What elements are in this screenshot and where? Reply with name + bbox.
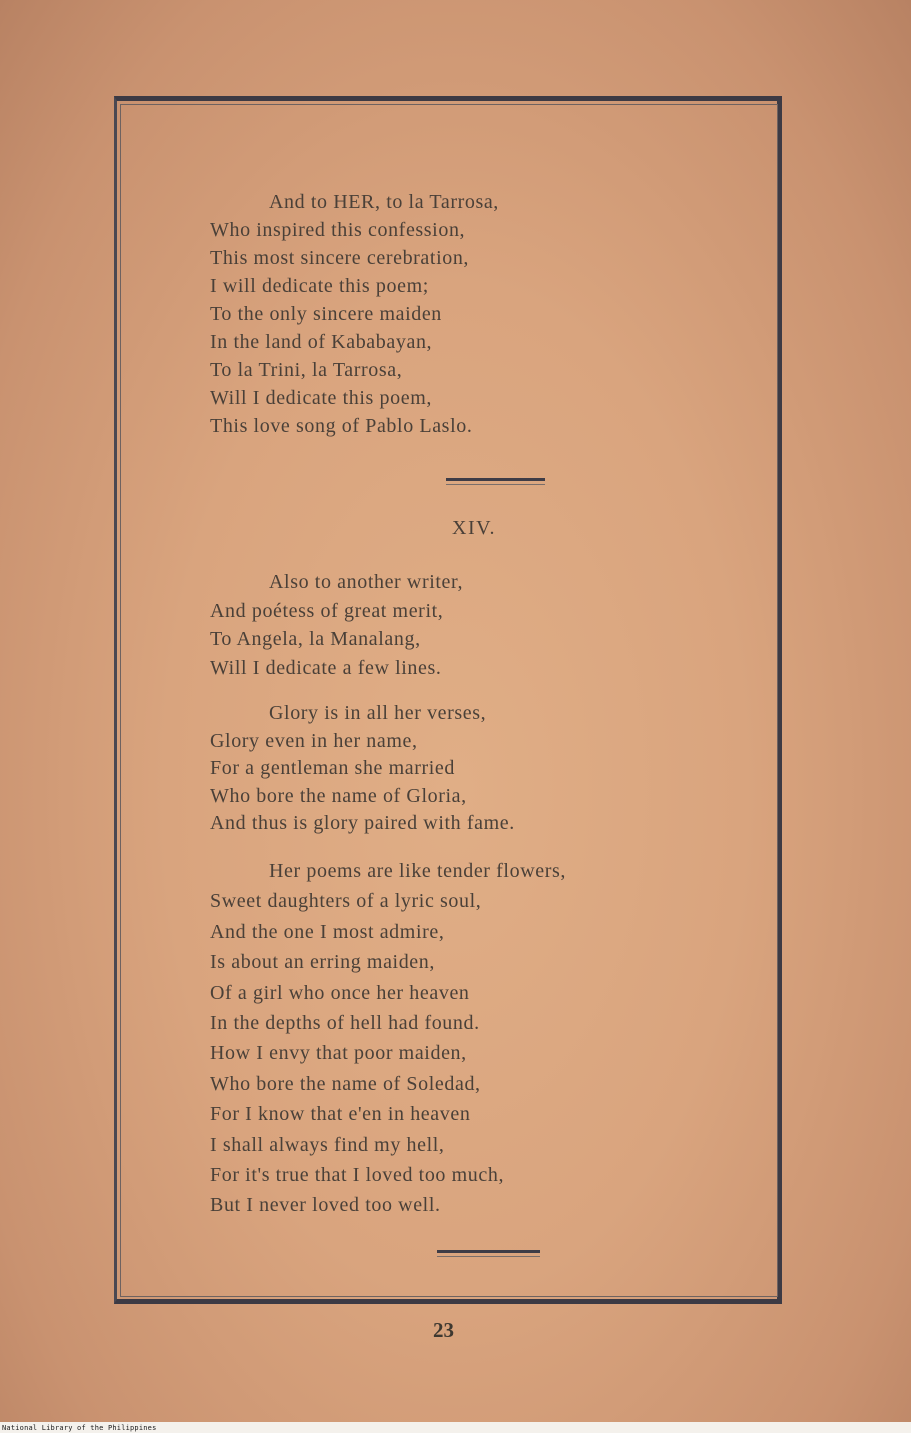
poem-line: And to HER, to la Tarrosa,: [269, 191, 499, 213]
footer-credit: National Library of the Philippines: [2, 1424, 157, 1432]
poem-line: To la Trini, la Tarrosa,: [210, 359, 403, 381]
poem-line: How I envy that poor maiden,: [210, 1042, 467, 1065]
poem-line: Will I dedicate this poem,: [210, 387, 432, 409]
poem-line: Who inspired this confession,: [210, 219, 466, 241]
section-divider-rule: [446, 478, 545, 481]
stanza-glory: [210, 700, 515, 838]
poem-line: This most sincere cerebration,: [210, 247, 470, 269]
poem-line: I will dedicate this poem;: [210, 275, 429, 297]
poem-line: Who bore the name of Soledad,: [210, 1072, 481, 1095]
poem-line: This love song of Pablo Laslo.: [210, 415, 473, 437]
poem-line: And thus is glory paired with fame.: [210, 812, 515, 834]
poem-line: Also to another writer,: [269, 571, 464, 593]
poem-line: Of a girl who once her heaven: [210, 981, 470, 1004]
poem-line: In the land of Kababayan,: [210, 331, 433, 353]
stanza-tender-flowers: [210, 856, 566, 1221]
poem-line: For I know that e'en in heaven: [210, 1103, 471, 1126]
end-divider-rule: [437, 1250, 540, 1253]
section-heading: XIV.: [452, 517, 496, 539]
poem-line: Her poems are like tender flowers,: [269, 860, 566, 882]
poem-line: In the depths of hell had found.: [210, 1011, 480, 1034]
poem-line: Will I dedicate a few lines.: [210, 656, 442, 679]
page-number: 23: [433, 1318, 454, 1342]
poem-line: For a gentleman she married: [210, 757, 456, 779]
poem-line: Glory even in her name,: [210, 729, 418, 752]
stanza-dedication-tarrosa: [210, 188, 499, 440]
poem-line: For it's true that I loved too much,: [210, 1163, 505, 1186]
poem-line: And poétess of great merit,: [210, 599, 444, 622]
section-divider-rule-thin: [446, 484, 545, 485]
poem-line: Who bore the name of Gloria,: [210, 784, 467, 807]
stanza-angela-manalang: [210, 568, 463, 682]
poem-line: I shall always find my hell,: [210, 1133, 445, 1156]
poem-line: To the only sincere maiden: [210, 303, 442, 325]
poem-line: Glory is in all her verses,: [269, 702, 487, 724]
poem-line: And the one I most admire,: [210, 920, 445, 943]
poem-line: Is about an erring maiden,: [210, 951, 435, 974]
poem-line: Sweet daughters of a lyric soul,: [210, 890, 482, 913]
poem-line: To Angela, la Manalang,: [210, 628, 421, 650]
poem-line: But I never loved too well.: [210, 1194, 441, 1217]
end-divider-rule-thin: [437, 1256, 540, 1257]
